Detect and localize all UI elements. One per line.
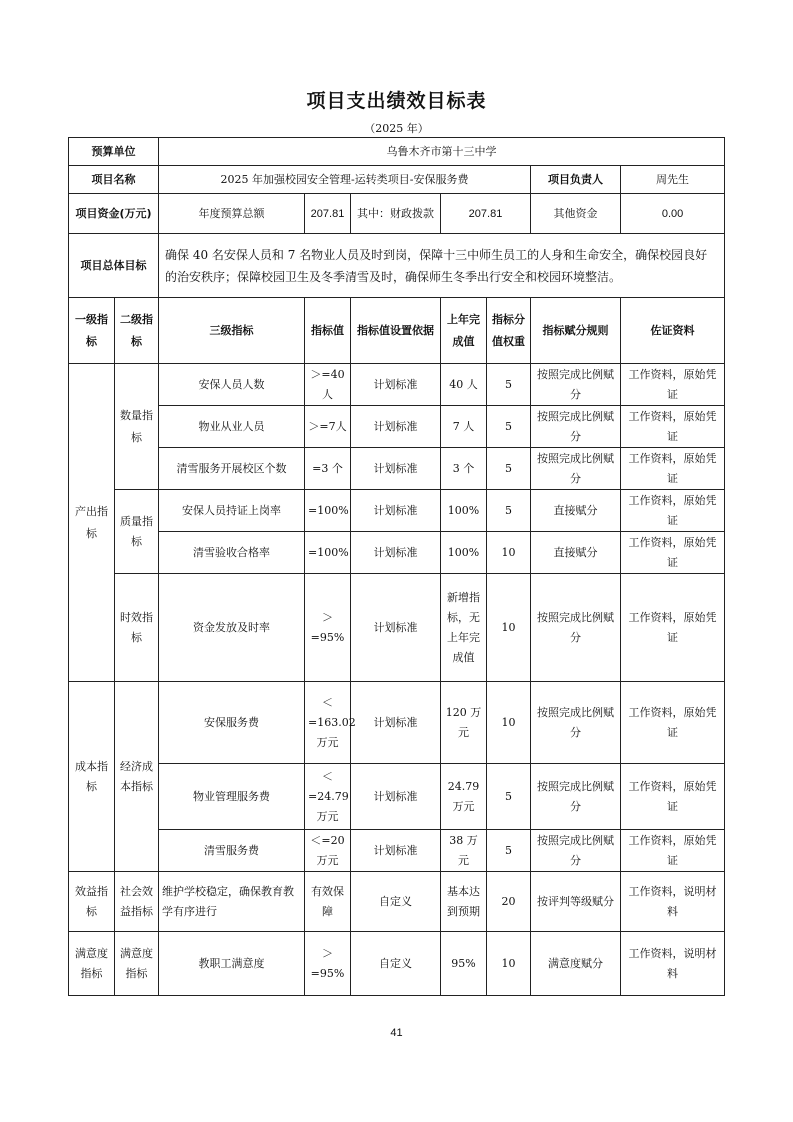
indicator-weight: 5 xyxy=(487,364,531,406)
leader-label: 项目负责人 xyxy=(531,166,621,194)
indicator-last: 24.79万元 xyxy=(441,764,487,830)
table-row xyxy=(69,532,725,574)
other-label: 其他资金 xyxy=(531,194,621,234)
indicator-rule: 按照完成比例赋分 xyxy=(531,448,621,490)
indicator-evidence: 工作资料，原始凭证 xyxy=(621,532,725,574)
indicator-evidence: 工作资料，原始凭证 xyxy=(621,490,725,532)
goal-row xyxy=(69,234,725,298)
indicator-rule: 按照完成比例赋分 xyxy=(531,364,621,406)
indicator-value: ＜=24.79万元 xyxy=(305,764,351,830)
indicator-rule: 按照完成比例赋分 xyxy=(531,830,621,872)
indicator-evidence: 工作资料，原始凭证 xyxy=(621,406,725,448)
indicator-basis: 计划标准 xyxy=(351,682,441,764)
indicator-last: 100% xyxy=(441,532,487,574)
goal-label: 项目总体目标 xyxy=(69,234,159,298)
indicator-weight: 5 xyxy=(487,448,531,490)
indicator-name: 清雪验收合格率 xyxy=(159,532,305,574)
indicator-last: 7 人 xyxy=(441,406,487,448)
indicator-value: =3 个 xyxy=(305,448,351,490)
indicator-basis: 计划标准 xyxy=(351,574,441,682)
fiscal-value: 207.81 xyxy=(441,194,531,234)
indicator-evidence: 工作资料，说明材料 xyxy=(621,932,725,996)
header-level2: 二级指标 xyxy=(115,298,159,364)
indicator-last: 120 万元 xyxy=(441,682,487,764)
table-row xyxy=(69,830,725,872)
indicator-weight: 5 xyxy=(487,406,531,448)
year-label: （2025 年） xyxy=(364,122,429,135)
indicator-value: ＞=95% xyxy=(305,932,351,996)
indicator-evidence: 工作资料，原始凭证 xyxy=(621,830,725,872)
group-timeliness: 时效指标 xyxy=(115,574,159,682)
indicator-rule: 按照完成比例赋分 xyxy=(531,764,621,830)
indicator-evidence: 工作资料，原始凭证 xyxy=(621,764,725,830)
indicator-basis: 计划标准 xyxy=(351,364,441,406)
project-name-value: 2025 年加强校园安全管理-运转类项目-安保服务费 xyxy=(159,166,531,194)
indicator-weight: 5 xyxy=(487,830,531,872)
indicator-name: 清雪服务费 xyxy=(159,830,305,872)
indicator-evidence: 工作资料，原始凭证 xyxy=(621,682,725,764)
indicator-rule: 按照完成比例赋分 xyxy=(531,682,621,764)
table-row xyxy=(69,682,725,764)
indicator-weight: 10 xyxy=(487,574,531,682)
indicator-value: ＞=7人 xyxy=(305,406,351,448)
indicator-basis: 计划标准 xyxy=(351,764,441,830)
indicator-weight: 5 xyxy=(487,764,531,830)
indicator-weight: 5 xyxy=(487,490,531,532)
indicator-value: =100% xyxy=(305,532,351,574)
group-quality: 质量指标 xyxy=(115,490,159,574)
indicator-value: ＞=95% xyxy=(305,574,351,682)
page-number: 41 xyxy=(390,1027,403,1039)
indicator-basis: 计划标准 xyxy=(351,448,441,490)
indicator-value: ＜=20万元 xyxy=(305,830,351,872)
header-basis: 指标值设置依据 xyxy=(351,298,441,364)
indicator-weight: 10 xyxy=(487,532,531,574)
header-rule: 指标赋分规则 xyxy=(531,298,621,364)
header-level3: 三级指标 xyxy=(159,298,305,364)
indicator-weight: 20 xyxy=(487,872,531,932)
performance-table xyxy=(68,137,725,996)
group-cost: 成本指标 xyxy=(69,682,115,872)
unit-row xyxy=(69,138,725,166)
indicator-last: 38 万元 xyxy=(441,830,487,872)
indicator-name: 资金发放及时率 xyxy=(159,574,305,682)
indicator-name: 物业从业人员 xyxy=(159,406,305,448)
goal-text: 确保 40 名安保人员和 7 名物业人员及时到岗，保障十三中师生员工的人身和生命安全，确保校园良好的治安秩序；保障校园卫生及冬季清雪及时，确保师生冬季出行安全和校园环境整洁。 xyxy=(159,234,725,298)
indicator-last: 3 个 xyxy=(441,448,487,490)
group-social-benefit: 社会效益指标 xyxy=(115,872,159,932)
indicator-basis: 自定义 xyxy=(351,872,441,932)
indicator-rule: 直接赋分 xyxy=(531,490,621,532)
group-quantity: 数量指标 xyxy=(115,364,159,490)
project-name-row xyxy=(69,166,725,194)
indicator-rule: 按照完成比例赋分 xyxy=(531,574,621,682)
fiscal-label: 其中：财政拨款 xyxy=(351,194,441,234)
indicator-basis: 计划标准 xyxy=(351,830,441,872)
group-output: 产出指标 xyxy=(69,364,115,682)
header-level1: 一级指标 xyxy=(69,298,115,364)
header-evidence: 佐证资料 xyxy=(621,298,725,364)
indicator-value: ＜=163.02万元 xyxy=(305,682,351,764)
group-satisfaction-sub: 满意度指标 xyxy=(115,932,159,996)
indicator-rule: 满意度赋分 xyxy=(531,932,621,996)
table-row xyxy=(69,872,725,932)
indicator-name: 维护学校稳定，确保教育教学有序进行 xyxy=(159,872,305,932)
indicator-rule: 按照完成比例赋分 xyxy=(531,406,621,448)
indicator-name: 安保人员持证上岗率 xyxy=(159,490,305,532)
unit-value: 乌鲁木齐市第十三中学 xyxy=(159,138,725,166)
group-satisfaction: 满意度指标 xyxy=(69,932,115,996)
indicator-weight: 10 xyxy=(487,682,531,764)
indicator-last: 新增指标，无上年完成值 xyxy=(441,574,487,682)
indicator-evidence: 工作资料，原始凭证 xyxy=(621,364,725,406)
table-row xyxy=(69,490,725,532)
indicator-name: 安保服务费 xyxy=(159,682,305,764)
indicator-value: 有效保障 xyxy=(305,872,351,932)
leader-value: 周先生 xyxy=(621,166,725,194)
header-last-year: 上年完成值 xyxy=(441,298,487,364)
indicator-value: =100% xyxy=(305,490,351,532)
indicator-basis: 计划标准 xyxy=(351,406,441,448)
project-name-label: 项目名称 xyxy=(69,166,159,194)
indicator-last: 40 人 xyxy=(441,364,487,406)
indicator-name: 清雪服务开展校区个数 xyxy=(159,448,305,490)
indicator-last: 100% xyxy=(441,490,487,532)
table-row xyxy=(69,448,725,490)
group-econ-cost: 经济成本指标 xyxy=(115,682,159,872)
indicator-value: ＞=40人 xyxy=(305,364,351,406)
indicator-last: 基本达到预期 xyxy=(441,872,487,932)
unit-label: 预算单位 xyxy=(69,138,159,166)
indicator-rule: 直接赋分 xyxy=(531,532,621,574)
page-title: 项目支出绩效目标表 xyxy=(306,90,487,112)
table-row xyxy=(69,574,725,682)
indicator-basis: 计划标准 xyxy=(351,490,441,532)
group-benefit: 效益指标 xyxy=(69,872,115,932)
indicator-rule: 按评判等级赋分 xyxy=(531,872,621,932)
indicator-basis: 计划标准 xyxy=(351,532,441,574)
table-row xyxy=(69,364,725,406)
annual-budget-label: 年度预算总额 xyxy=(159,194,305,234)
indicator-evidence: 工作资料，原始凭证 xyxy=(621,448,725,490)
funds-label: 项目资金(万元) xyxy=(69,194,159,234)
header-weight: 指标分值权重 xyxy=(487,298,531,364)
indicator-last: 95% xyxy=(441,932,487,996)
header-value: 指标值 xyxy=(305,298,351,364)
indicator-basis: 自定义 xyxy=(351,932,441,996)
indicator-evidence: 工作资料，说明材料 xyxy=(621,872,725,932)
indicator-evidence: 工作资料，原始凭证 xyxy=(621,574,725,682)
indicator-weight: 10 xyxy=(487,932,531,996)
funds-row xyxy=(69,194,725,234)
annual-budget-value: 207.81 xyxy=(305,194,351,234)
header-row xyxy=(69,298,725,364)
table-row xyxy=(69,932,725,996)
other-value: 0.00 xyxy=(621,194,725,234)
table-row xyxy=(69,406,725,448)
indicator-name: 教职工满意度 xyxy=(159,932,305,996)
indicator-name: 安保人员人数 xyxy=(159,364,305,406)
indicator-name: 物业管理服务费 xyxy=(159,764,305,830)
table-row xyxy=(69,764,725,830)
